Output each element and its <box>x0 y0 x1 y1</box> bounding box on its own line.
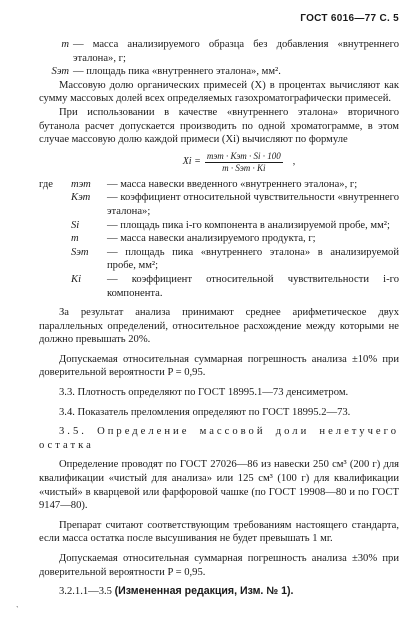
definition-text: — площадь пика i-го компонента в анализируемой пробе, мм²; <box>107 219 390 231</box>
paragraph: Массовую долю органических примесей (X) в процентах вычисляют как сумму массовых долей всех определяемых газохроматографически примесей. <box>39 79 399 105</box>
definition-lead <box>39 232 69 246</box>
formula <box>79 151 399 174</box>
definition-symbol: Si <box>71 219 80 231</box>
definition-symbol: m <box>71 233 79 245</box>
definition-symbol: mэт <box>71 178 91 190</box>
section-3-5-heading: 3.5. Определение массовой доли нелетучего остатка <box>39 426 399 451</box>
page-header: ГОСТ 6016—77 С. 5 <box>300 13 399 24</box>
amendment-text: (Измененная редакция, Изм. № 1). <box>114 585 294 598</box>
paragraph: За результат анализа принимают среднее арифметическое двух параллельных определений, относительное расхождение между которыми не должно превышать 20%. <box>39 307 399 346</box>
definition-row <box>39 232 399 246</box>
definition-symbol: Sэт <box>51 66 69 78</box>
formula-denominator: m · Sэт · Ki <box>222 162 266 173</box>
definition-text: — коэффициент относительной чувствительности i-го компонента. <box>107 273 399 299</box>
definition-text: — площадь пика «внутреннего эталона» в анализируемой пробе, мм²; <box>107 246 399 272</box>
formula-numerator: mэт · Kэт · Si · 100 <box>206 150 281 161</box>
definition-lead: где <box>39 178 53 190</box>
definition-lead <box>39 219 69 233</box>
paragraph: Определение проводят по ГОСТ 27026—86 из навески 250 см³ (200 г) для квалификации «чистый для анализа» или 125 см³ (100 г) для квалификации «чистый» в кварцевой или фарфоровой чашке (по ГОСТ 19908—80 и по ГОСТ 9147—80). <box>39 459 399 512</box>
definition-symbol: m <box>61 39 69 50</box>
formula-fraction <box>205 151 283 174</box>
amendment-note <box>39 585 399 599</box>
definition-row <box>39 191 399 218</box>
definition-text: — коэффициент относительной чувствительности «внутреннего эталона»; <box>107 192 399 217</box>
definition-row <box>39 246 399 273</box>
amendment-range: 3.2.1.1—3.5 <box>59 586 112 598</box>
definition-lead <box>39 191 69 218</box>
paragraph: При использовании в качестве «внутреннего эталона» вторичного бутанола расчет допускается производить по одной хроматограмме, в этом случае массовую долю каждой примеси (Xi) вычисляют по формуле <box>39 106 399 146</box>
paragraph: Допускаемая относительная суммарная погрешность анализа ±30% при доверительной вероятности P = 0,95. <box>39 553 399 578</box>
definition-row <box>39 38 399 65</box>
paragraph: Допускаемая относительная суммарная погрешность анализа ±10% при доверительной вероятности P = 0,95. <box>39 353 399 379</box>
page-content <box>39 38 399 599</box>
definition-row <box>39 219 399 233</box>
definition-lead <box>39 273 69 300</box>
definition-symbol: Ki <box>71 273 82 285</box>
formula-lhs: Xi = <box>182 156 201 168</box>
section-3-3: 3.3. Плотность определяют по ГОСТ 18995.1—73 денсиметром. <box>59 387 349 399</box>
definition-symbol: Sэт <box>71 246 89 258</box>
definition-lead <box>39 246 69 273</box>
definition-text: — масса навески анализируемого продукта, г; <box>107 233 316 245</box>
definition-text: — масса навески введенного «внутреннего эталона», г; <box>107 178 358 190</box>
section-3-4: 3.4. Показатель преломления определяют по ГОСТ 18995.2—73. <box>59 406 351 418</box>
margin-mark: ` <box>16 605 19 614</box>
definition-row <box>39 178 399 192</box>
definition-row <box>39 65 399 79</box>
formula-tail: , <box>292 156 296 168</box>
paragraph: Препарат считают соответствующим требованиям настоящего стандарта, если масса остатка после высушивания не будет превышать 1 мг. <box>39 519 399 545</box>
definition-row <box>39 273 399 300</box>
definition-text: — масса анализируемого образца без добавления «внутреннего эталона», г; <box>73 39 399 64</box>
definition-symbol: Kэт <box>71 192 91 204</box>
definition-text: — площадь пика «внутреннего эталона», мм². <box>73 66 281 78</box>
